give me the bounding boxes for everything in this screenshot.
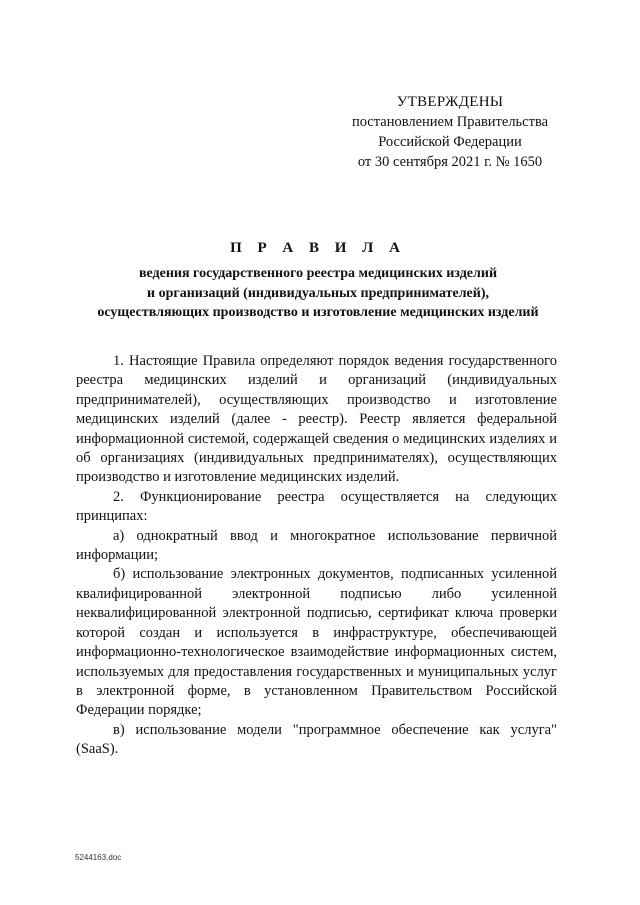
footer-filename: 5244163.doc [75, 853, 122, 862]
approval-line-1: постановлением Правительства [351, 114, 549, 130]
document-subtitle-1: ведения государственного реестра медицинских изделий [138, 266, 498, 281]
paragraph-2b: б) использование электронных документов, подписанных усиленной квалифицированной электронной подписью либо усиленной неквалифицированной электронной подписью, сертификат ключа проверки которой создан и используется в инфраструктуре, обеспечивающей информационно-технологическое взаимодействие информационных систем, используемых для предоставления государственных и муниципальных услуг в электронной форме, в установленном Правительством Российской Федерации порядке; [76, 566, 557, 719]
document-body [76, 352, 557, 760]
paragraph-2a: а) однократный ввод и многократное использование первичной информации; [76, 527, 557, 564]
document-header [60, 240, 576, 323]
approval-title: УТВЕРЖДЕНЫ [396, 94, 504, 110]
paragraph-2: 2. Функционирование реестра осуществляется на следующих принципах: [76, 488, 557, 525]
approval-line-3: от 30 сентября 2021 г. № 1650 [357, 154, 543, 170]
document-subtitle-3: осуществляющих производство и изготовление медицинских изделий [97, 305, 539, 320]
document-title: П Р А В И Л А [230, 240, 406, 256]
paragraph-1: 1. Настоящие Правила определяют порядок ведения государственного реестра медицинских изделий и организаций (индивидуальных предпринимателей), осуществляющих производство и изготовление медицинских изделий (далее - реестр). Реестр является федеральной информационной системой, содержащей сведения о медицинских изделиях и об организациях (индивидуальных предпринимателях), осуществляющих производство и изготовление медицинских изделий. [76, 353, 557, 486]
document-subtitle-2: и организаций (индивидуальных предпринимателей), [147, 285, 489, 301]
approval-block [330, 92, 570, 172]
paragraph-2v: в) использование модели "программное обеспечение как услуга" (SaaS). [76, 721, 557, 758]
approval-line-2: Российской Федерации [378, 134, 522, 150]
